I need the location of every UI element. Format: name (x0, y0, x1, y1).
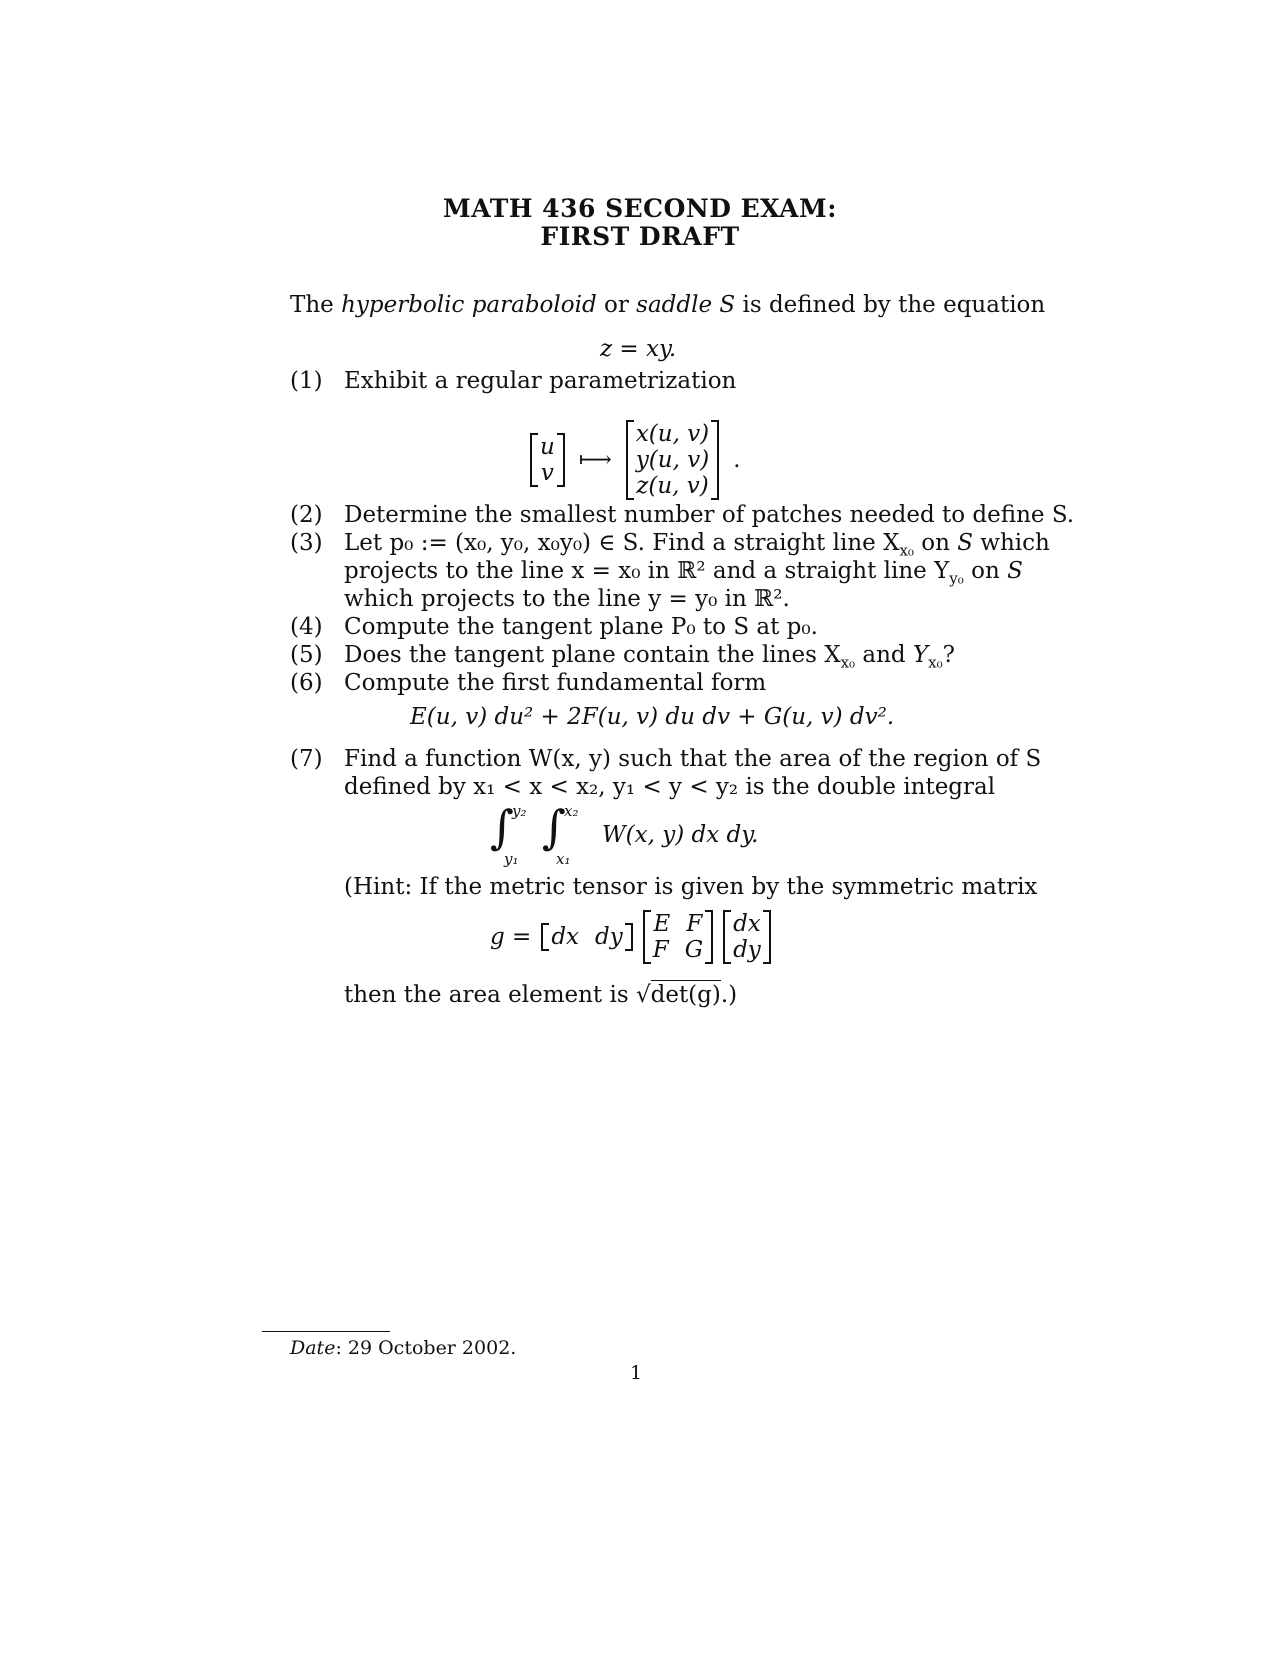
saddle-equation: z = xy. (600, 336, 677, 362)
first-fundamental-form: E(u, v) du² + 2F(u, v) du dv + G(u, v) dv². (410, 704, 895, 730)
item-3-number: (3) (290, 530, 323, 556)
hint-line: (Hint: If the metric tensor is given by the symmetric matrix (344, 874, 1038, 900)
row-dy: dy (595, 924, 623, 950)
param-period: . (733, 447, 741, 473)
outer-upper-limit: y₂ (512, 802, 527, 820)
exam-title-line1: MATH 436 SECOND EXAM: (443, 194, 837, 223)
param-image-vector (626, 420, 719, 500)
matrix-f-bottom: F (652, 937, 669, 963)
item-3-line2: projects to the line x = x₀ in ℝ² and a straight line $Y_{y_0}$ on S (344, 558, 1023, 588)
matrix-f-top: F (686, 911, 703, 937)
double-integral (490, 800, 770, 870)
inner-lower-limit: x₁ (556, 850, 571, 868)
metric-lhs: g = (490, 924, 532, 950)
intro-or: or (604, 292, 629, 318)
param-z: z(u, v) (636, 473, 709, 499)
item-3-line3: which projects to the line y = y₀ in ℝ². (344, 586, 790, 612)
matrix-g: G (684, 937, 704, 963)
item-6-number: (6) (290, 670, 323, 696)
param-u: u (540, 434, 555, 460)
item-7-line1: Find a function W(x, y) such that the area of the region of S (344, 746, 1042, 772)
metric-matrix (643, 910, 713, 964)
item-6-text: Compute the first fundamental form (344, 670, 767, 696)
footnote-rule (262, 1331, 390, 1332)
intro-suffix: is defined by the equation (742, 292, 1046, 318)
parametrization-map (530, 420, 741, 500)
intro-paragraph (290, 292, 1045, 318)
footnote-date: : 29 October 2002. (335, 1337, 517, 1359)
item-7-number: (7) (290, 746, 323, 772)
item-2-text: Determine the smallest number of patches needed to define S. (344, 502, 1075, 528)
metric-row-vector (541, 923, 632, 951)
intro-prefix: The (290, 292, 334, 318)
term-hyperbolic-paraboloid: hyperbolic paraboloid (341, 292, 597, 318)
outer-integral-sign: ∫ (490, 800, 514, 854)
item-7-line2: defined by x₁ < x < x₂, y₁ < y < y₂ is the double integral (344, 774, 996, 800)
metric-column-vector (723, 910, 771, 964)
row-dx: dx (551, 924, 580, 950)
param-v: v (540, 460, 554, 486)
item-3-line2-text: projects to the line x = x₀ in ℝ² and a straight line Y (344, 558, 950, 584)
area-element-line (344, 982, 737, 1008)
outer-lower-limit: y₁ (504, 850, 519, 868)
item-5-number: (5) (290, 642, 323, 668)
item-3-sub-x0: x₀ (899, 541, 914, 560)
area-element-prefix: then the area element is (344, 982, 629, 1008)
maps-to-arrow: ⟼ (578, 447, 612, 473)
metric-tensor (490, 910, 771, 964)
item-4-number: (4) (290, 614, 323, 640)
item-1-text: Exhibit a regular parametrization (344, 368, 737, 394)
item-2-number: (2) (290, 502, 323, 528)
item-3-sub-y0: y₀ (949, 569, 964, 588)
area-element-suffix: .) (720, 982, 738, 1008)
inner-upper-limit: x₂ (564, 802, 579, 820)
item-4-text: Compute the tangent plane P₀ to S at p₀. (344, 614, 818, 640)
term-saddle: saddle (636, 292, 713, 318)
param-y: y(u, v) (635, 447, 710, 473)
intro-symbol-s: S (719, 292, 736, 318)
area-element-expression: det(g) (650, 982, 721, 1008)
item-3-line1-text: Let p₀ := (x₀, y₀, x₀y₀) ∈ S. Find a straight line X (344, 530, 900, 556)
matrix-e: E (653, 911, 671, 937)
page-number: 1 (630, 1362, 643, 1384)
item-5-line: Does the tangent plane contain the lines $X_{x_0}$ and $Y_{x_0}$? (344, 642, 955, 672)
inner-integral-sign: ∫ (542, 800, 566, 854)
param-domain-vector (530, 433, 565, 487)
footnote (290, 1337, 516, 1359)
item-5-text: Does the tangent plane contain the lines X (344, 642, 841, 668)
item-1-number: (1) (290, 368, 323, 394)
col-dx: dx (733, 911, 761, 937)
exam-title-line2: FIRST DRAFT (540, 222, 740, 251)
item-3-line1: Let p₀ := (x₀, y₀, x₀y₀) ∈ S. Find a straight line $X_{x_0}$ on S which (344, 530, 1050, 560)
integrand: W(x, y) dx dy. (602, 822, 759, 848)
param-x: x(u, v) (635, 421, 710, 447)
col-dy: dy (733, 937, 761, 963)
footnote-label: Date (290, 1337, 336, 1359)
sqrt-sign: √ (635, 982, 651, 1008)
